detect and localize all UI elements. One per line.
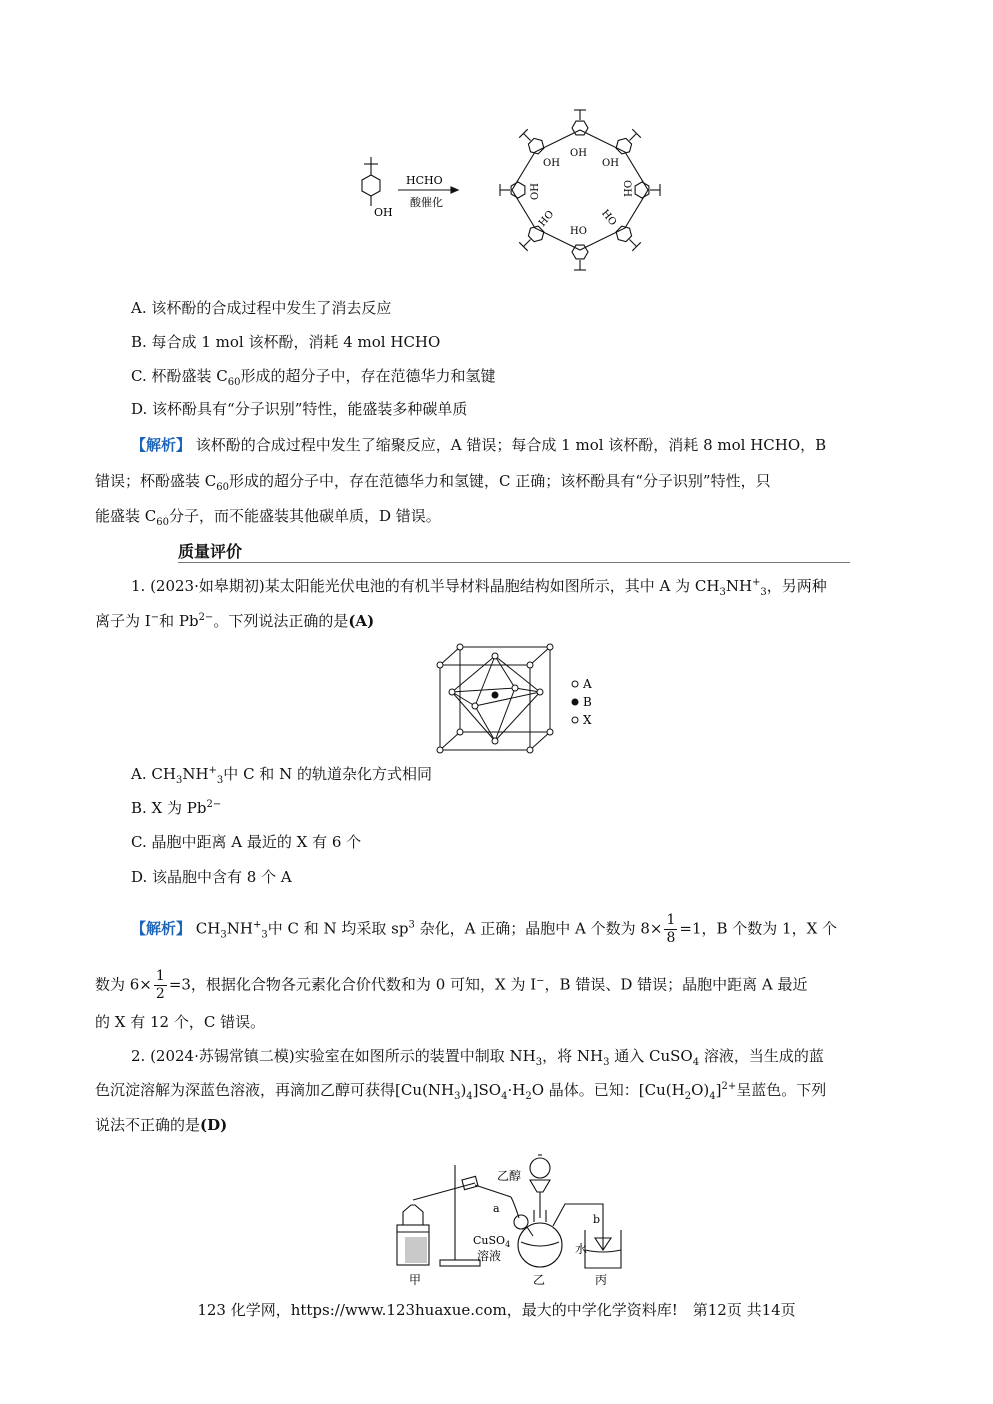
- q0-option-b: B. 每合成 1 mol 该杯酚，消耗 4 mol HCHO: [131, 333, 441, 351]
- aryl-ring: [511, 182, 525, 198]
- monomer-oh-label: OH: [374, 206, 393, 219]
- q0-option-c: C. 杯酚盛装 $C_{60}$形成的超分子中，存在范德华力和氢键: [131, 367, 496, 388]
- q1-option-d: D. 该晶胞中含有 8 个 A: [131, 868, 292, 886]
- page-footer: 123 化学网，https://www.123huaxue.com，最大的中学化学资料库! 第12页 共14页: [197, 1301, 796, 1319]
- label-b: b: [593, 1213, 601, 1226]
- legend-b: B: [583, 695, 592, 709]
- q1-option-b: B. X 为 $Pb^{2-}$: [131, 799, 222, 817]
- fraction-one-eighth: $\frac{1}{8}$: [666, 912, 676, 946]
- oh-label-2: OH: [570, 148, 587, 159]
- apparatus-figure: [385, 1150, 640, 1290]
- q0-analysis-line-3: 能盛装 $C_{60}$分子，而不能盛装其他碳单质，D 错误。: [95, 507, 441, 528]
- tbutyl-bond: [630, 240, 637, 247]
- q2-stem-line-2: 色沉淀溶解为深蓝色溶液，再滴加乙醇可获得$[Cu(NH_3)_4]SO_4\cdot H_2O$ 晶体。已知：$[Cu(H_2O)_4]^{2+}$呈蓝色。下列: [95, 1081, 827, 1102]
- q1-option-a: A. $CH_3NH^+_3$中 C 和 N 的轨道杂化方式相同: [131, 765, 432, 786]
- label-bing: 丙: [595, 1273, 608, 1287]
- ho-label-3: HO: [570, 226, 587, 237]
- legend-x: X: [583, 713, 592, 727]
- aryl-ring: [635, 182, 649, 198]
- label-jia: 甲: [409, 1273, 422, 1287]
- q2-stem-line-3: 说法不正确的是(D): [95, 1116, 228, 1134]
- label-a: a: [493, 1202, 500, 1215]
- section-title: 质量评价: [178, 542, 243, 561]
- reagent-hcho: HCHO: [406, 174, 443, 187]
- q2-stem-line-1: 2. (2024·苏锡常镇二模)实验室在如图所示的装置中制取 $NH_3$，将 $NH_3$ 通入 CuSO$_4$ 溶液，当生成的蓝: [131, 1047, 824, 1068]
- label-cuso4: CuSO$_4$: [473, 1234, 511, 1249]
- label-solution: 溶液: [477, 1249, 502, 1263]
- q1-analysis-line-3: 的 X 有 12 个，C 错误。: [95, 1013, 266, 1031]
- q1-stem-line-1: 1. (2023·如皋期初)某太阳能光伏电池的有机半导材料晶胞结构如图所示，其中 A 为 $CH_3NH^+_3$，另两种: [131, 577, 827, 598]
- q1-analysis-line-1: 【解析】 $CH_3NH^+_3$中 C 和 N 均采取 $sp^3$ 杂化，A 正确；晶胞中 A 个数为 8× $\frac{1}{8}$ =1，B 个数为 1，X 个: [131, 912, 838, 946]
- legend-a: A: [583, 677, 592, 691]
- oh-label-4: OH: [530, 183, 541, 200]
- oh-label-3: OH: [602, 158, 619, 169]
- q1-option-c: C. 晶胞中距离 A 最近的 X 有 6 个: [131, 833, 362, 851]
- analysis-tag: 【解析】: [131, 436, 192, 454]
- tbutyl-bond: [523, 133, 530, 140]
- reagent-catalyst: 酸催化: [410, 196, 443, 209]
- ho-label-2: HO: [599, 208, 619, 229]
- q0-analysis-line-2: 错误；杯酚盛装 $C_{60}$形成的超分子中，存在范德华力和氢键，C 正确；该杯酚具有“分子识别”特性，只: [95, 472, 771, 493]
- tbutyl-bond: [523, 240, 530, 247]
- q0-analysis-line-1: 【解析】 该杯酚的合成过程中发生了缩聚反应，A 错误；每合成 1 mol 该杯酚，消耗 8 mol HCHO，B: [131, 436, 827, 454]
- section-divider: [178, 562, 850, 563]
- label-ethanol: 乙醇: [497, 1169, 522, 1183]
- calixarene-synthesis-figure: [350, 92, 680, 287]
- q2-answer: (D): [200, 1116, 228, 1134]
- crystal-cell-figure: [430, 640, 610, 755]
- q0-option-d: D. 该杯酚具有“分子识别”特性，能盛装多种碳单质: [131, 400, 468, 418]
- tbutyl-bond: [630, 133, 637, 140]
- ho-label-1: HO: [536, 208, 557, 229]
- oh-label-1: OH: [543, 158, 560, 169]
- analysis-tag: 【解析】: [131, 919, 192, 938]
- q1-analysis-line-2: 数为 6× $\frac{1}{2}$ =3，根据化合物各元素化合价代数和为 0 可知，X 为 I−，B 错误、D 错误；晶胞中距离 A 最近: [95, 968, 808, 1002]
- fraction-one-half: $\frac{1}{2}$: [155, 968, 165, 1002]
- q1-stem-line-2: 离子为 I−和 $Pb^{2-}$。下列说法正确的是(A): [95, 612, 375, 630]
- q1-answer: (A): [348, 612, 375, 630]
- oh-label-5: OH: [621, 180, 632, 197]
- label-yi: 乙: [533, 1273, 546, 1287]
- label-water: 水: [575, 1242, 588, 1256]
- q0-option-a: A. 该杯酚的合成过程中发生了消去反应: [131, 299, 392, 317]
